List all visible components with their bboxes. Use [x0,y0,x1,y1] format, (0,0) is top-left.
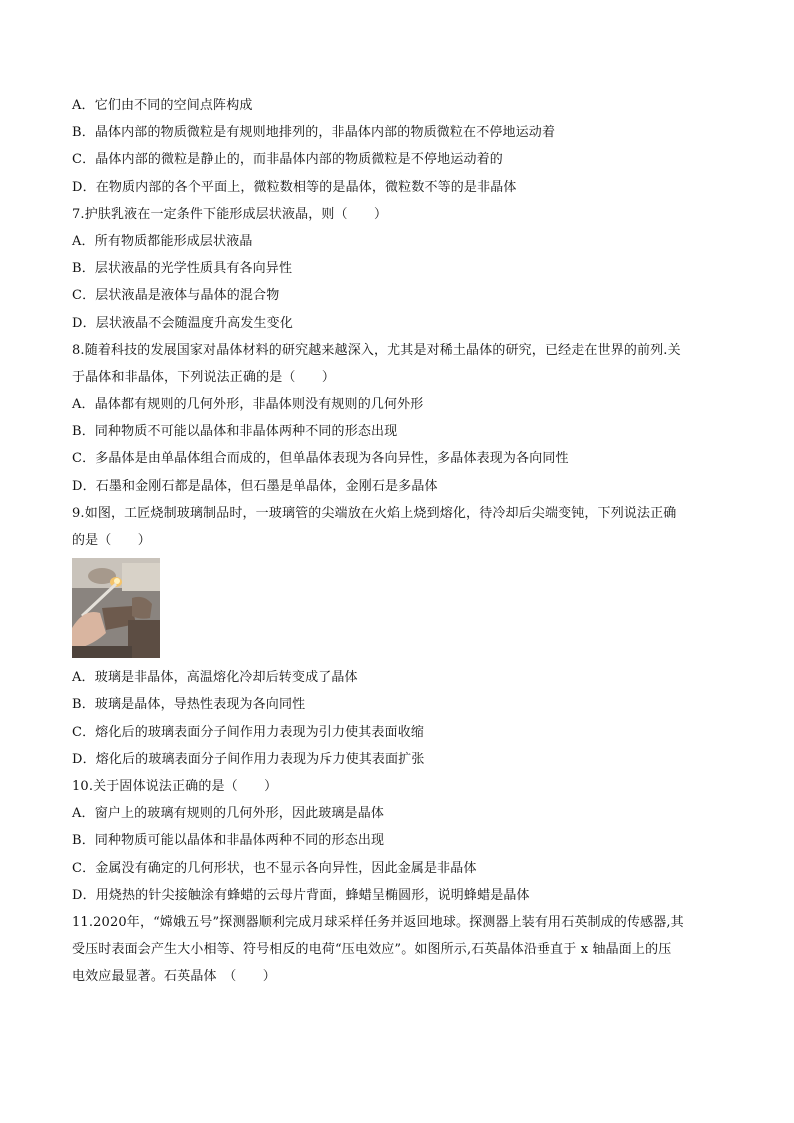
q8-option-c: C．多晶体是由单晶体组合而成的，但单晶体表现为各向异性，多晶体表现为各向同性 [72,451,569,467]
glassblowing-photo [72,558,160,658]
q10-option-c: C．金属没有确定的几何形状，也不显示各向异性，因此金属是非晶体 [72,860,477,876]
q11-stem-line2: 受压时表面会产生大小相等、符号相反的电荷“压电效应”。如图所示,石英晶体沿垂直于 x 轴晶面上的压 [72,942,672,958]
q6-option-a: A．它们由不同的空间点阵构成 [72,98,253,113]
q9-option-d: D．熔化后的玻璃表面分子间作用力表现为斥力使其表面扩张 [72,751,425,767]
q9-option-c: C．熔化后的玻璃表面分子间作用力表现为引力使其表面收缩 [72,724,424,740]
q7-option-c: C．层状液晶是液体与晶体的混合物 [72,288,280,304]
glassblowing-illustration [72,558,160,658]
q10-option-d: D．用烧热的针尖接触涂有蜂蜡的云母片背面，蜂蜡呈椭圆形，说明蜂蜡是晶体 [72,887,530,903]
q7-option-a: A．所有物质都能形成层状液晶 [72,233,253,249]
q11-stem-line1: 11.2020年，“嫦娥五号”探测器顺利完成月球采样任务并返回地球。探测器上装有用石英制成的传感器,其 [72,914,684,930]
q10-stem: 10.关于固体说法正确的是（ ） [72,778,278,794]
q8-option-a: A．晶体都有规则的几何外形，非晶体则没有规则的几何外形 [72,397,424,413]
q8-stem-line1: 8.随着科技的发展国家对晶体材料的研究越来越深入，尤其是对稀土晶体的研究，已经走在世界的前列.关 [72,342,681,358]
q8-stem-line2: 于晶体和非晶体，下列说法正确的是（ ） [72,369,336,385]
q7-stem: 7.护肤乳液在一定条件下能形成层状液晶，则（ ） [72,206,388,222]
q9-stem-line1: 9.如图，工匠烧制玻璃制品时，一玻璃管的尖端放在火焰上烧到熔化，待冷却后尖端变钝，下列说法正确 [72,505,677,521]
q6-option-d: D．在物质内部的各个平面上，微粒数相等的是晶体，微粒数不等的是非晶体 [72,179,517,195]
q11-stem-line3: 电效应最显著。石英晶体 （ ） [72,969,276,985]
q9-option-b: B．玻璃是晶体，导热性表现为各向同性 [72,697,306,713]
q8-option-b: B．同种物质不可能以晶体和非晶体两种不同的形态出现 [72,424,398,440]
q6-option-c: C．晶体内部的微粒是静止的，而非晶体内部的物质微粒是不停地运动着的 [72,152,503,168]
q7-option-d: D．层状液晶不会随温度升高发生变化 [72,315,293,331]
q9-option-a: A．玻璃是非晶体，高温熔化冷却后转变成了晶体 [72,670,358,686]
q9-stem-line2: 的是（ ） [72,533,151,548]
q10-option-b: B．同种物质可能以晶体和非晶体两种不同的形态出现 [72,833,385,849]
q7-option-b: B．层状液晶的光学性质具有各向异性 [72,261,293,277]
q6-option-b: B．晶体内部的物质微粒是有规则地排列的，非晶体内部的物质微粒在不停地运动着 [72,125,556,141]
q10-option-a: A．窗户上的玻璃有规则的几何外形，因此玻璃是晶体 [72,806,384,822]
exam-page [72,92,722,990]
q8-option-d: D．石墨和金刚石都是晶体，但石墨是单晶体，金刚石是多晶体 [72,478,438,494]
